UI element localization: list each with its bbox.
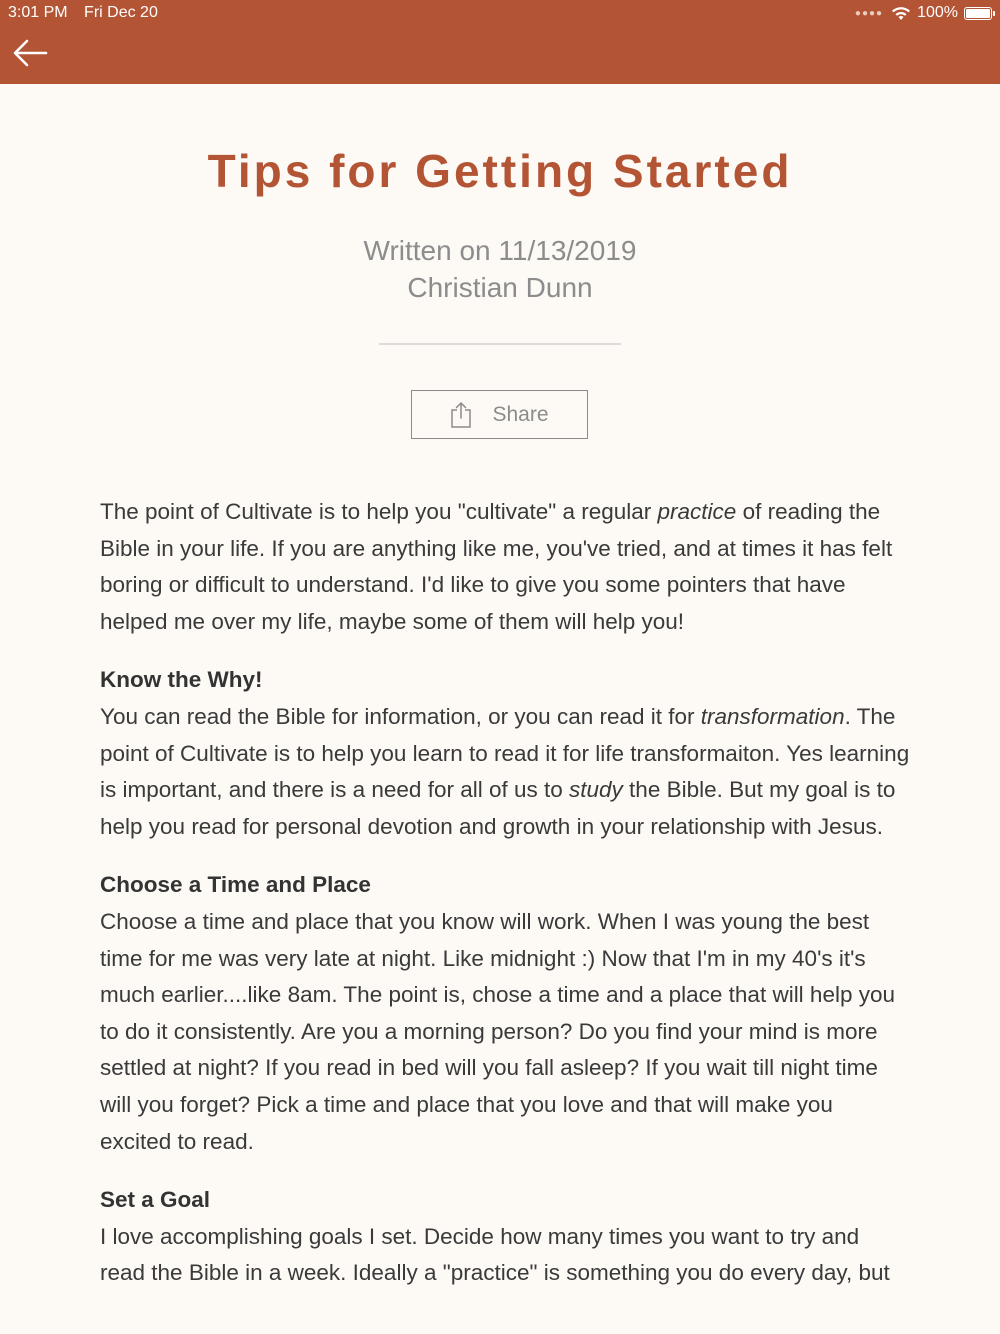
back-button[interactable] xyxy=(12,38,52,74)
divider xyxy=(379,343,621,345)
battery-icon xyxy=(964,7,992,20)
section-text: . The point of Cultivate is to help you learn to read it for life transformaiton. Yes learning is important, and there is a need for all of us to xyxy=(100,703,910,803)
status-bar-right xyxy=(855,4,992,22)
status-time: 3:01 PM xyxy=(8,4,68,21)
section-paragraph xyxy=(100,699,910,845)
share-icon xyxy=(450,401,472,429)
intro-text: of reading the Bible in your life. If you are anything like me, you've tried, and at times it has felt boring or difficult to understand. I'd like to give you some pointers that have helped me over my life, maybe some of them will help you! xyxy=(100,499,893,634)
app-header xyxy=(0,0,1000,84)
status-bar-left xyxy=(8,4,170,22)
article-meta xyxy=(0,232,1000,306)
author-name: Christian Dunn xyxy=(407,272,593,303)
section-emphasis: study xyxy=(569,777,623,803)
section-paragraph: I love accomplishing goals I set. Decide how many times you want to try and read the Bible in a week. Ideally a "practice" is something you do every day, but xyxy=(100,1223,890,1286)
section-text: the Bible. But my goal is to help you read for personal devotion and growth in your relationship with Jesus. xyxy=(100,777,896,839)
cellular-signal-icon: ●●●● xyxy=(854,7,884,19)
section-heading: Choose a Time and Place xyxy=(100,872,371,898)
section-heading: Set a Goal xyxy=(100,1187,211,1213)
intro-text: The point of Cultivate is to help you "cultivate" a regular xyxy=(100,499,658,524)
intro-paragraph xyxy=(100,494,910,640)
battery-level xyxy=(966,9,990,18)
article-title: Tips for Getting Started xyxy=(207,145,793,197)
share-label: Share xyxy=(492,402,549,426)
section-paragraph: Choose a time and place that you know will work. When I was young the best time for me was very late at night. Like midnight :) Now that I'm in my 40's it's much earlier....like 8am. The point is, chose a time and a place that will help you to do it consistently. Are you a morning person? Do you find your mind is more settled at night? If you read in bed will you fall asleep? If you wait till night time will you forget? Pick a time and place that you love and that will make you excited to read. xyxy=(100,908,896,1154)
status-date: Fri Dec 20 xyxy=(84,4,158,21)
article-body xyxy=(100,494,910,1314)
wifi-icon xyxy=(891,6,911,21)
intro-emphasis: practice xyxy=(657,499,737,524)
section-heading: Know the Why! xyxy=(100,667,263,693)
battery-percentage: 100% xyxy=(917,4,958,21)
section-emphasis: transformation xyxy=(700,703,845,729)
written-date: Written on 11/13/2019 xyxy=(363,235,637,266)
share-button[interactable] xyxy=(411,390,588,439)
arrow-left-icon xyxy=(12,38,48,68)
section-text: You can read the Bible for information, or you can read it for xyxy=(100,703,701,729)
